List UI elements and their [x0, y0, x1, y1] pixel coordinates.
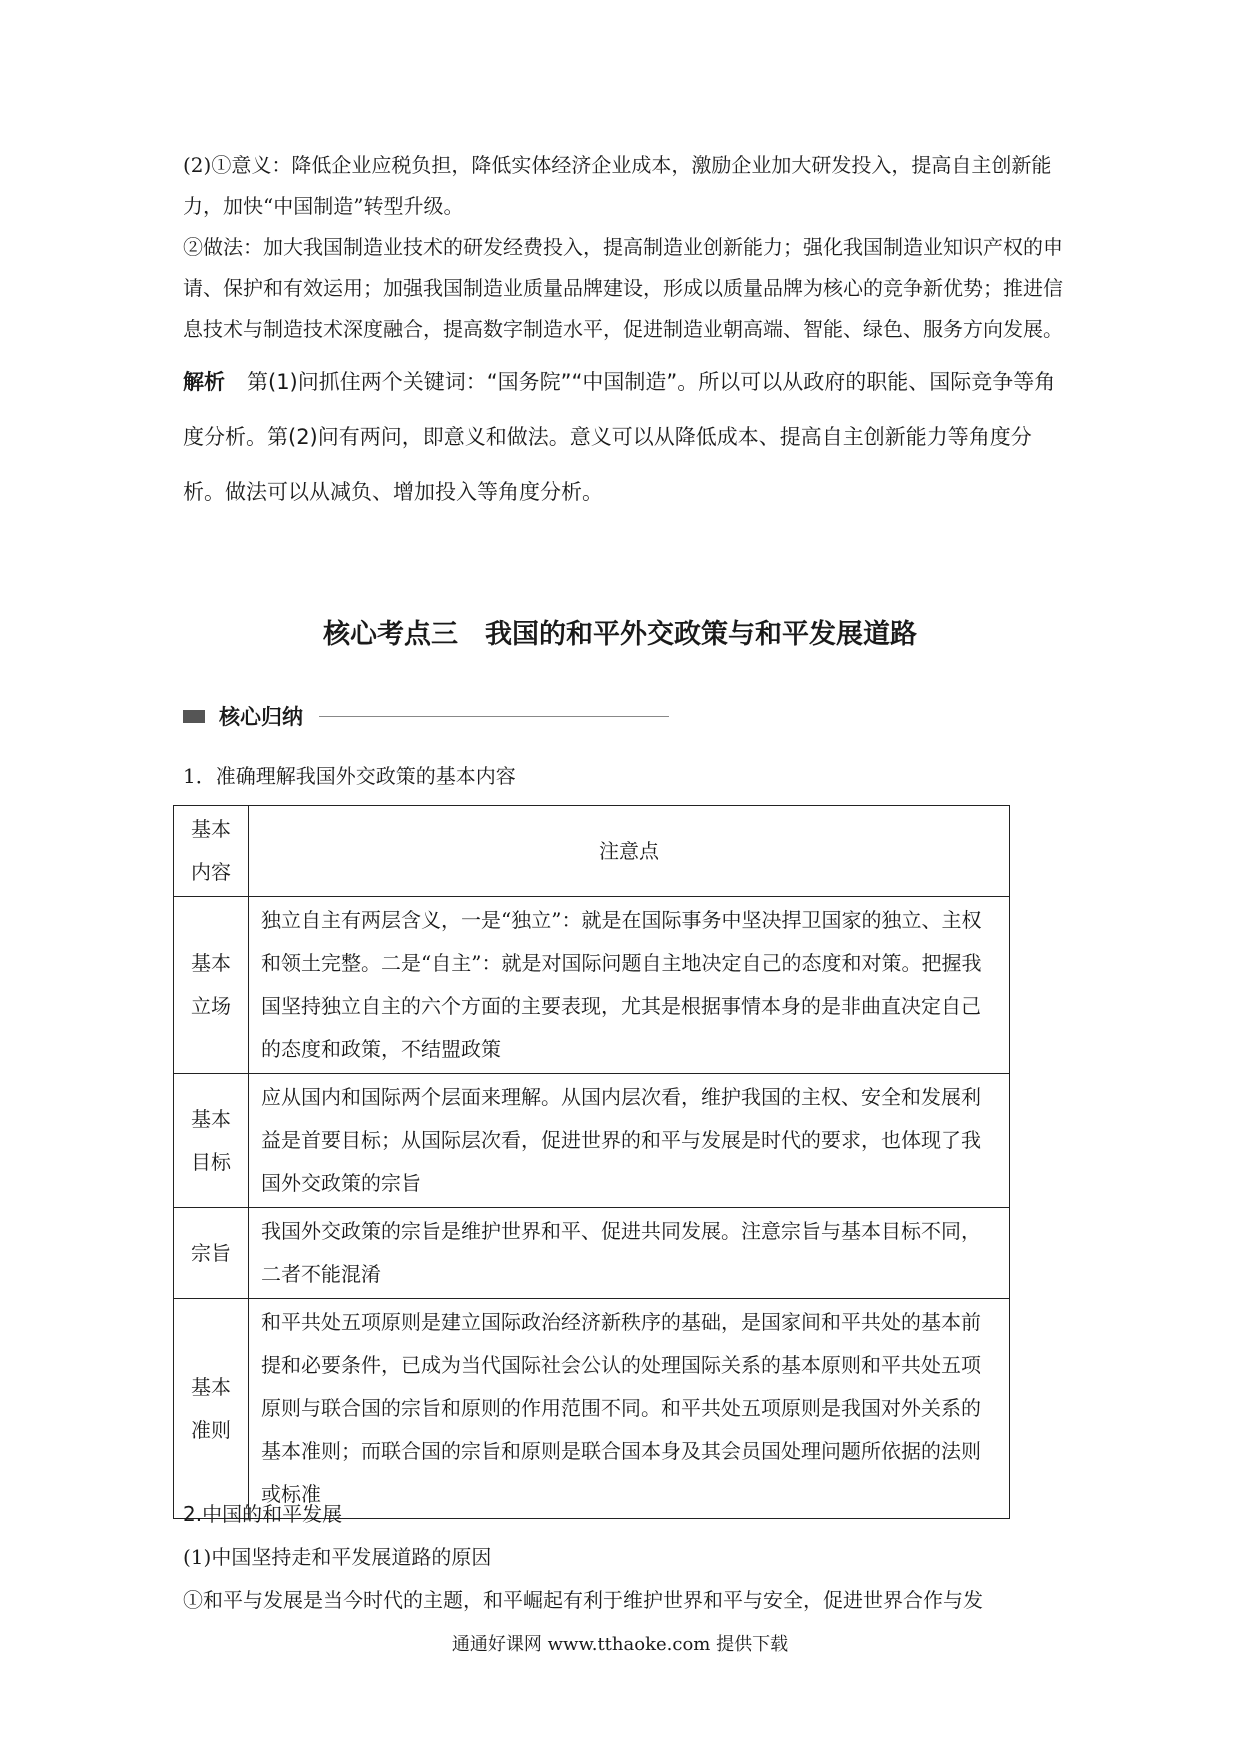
core-heading [183, 701, 669, 731]
table-row [174, 1074, 1010, 1208]
analysis-text: 第(1)问抓住两个关键词：“国务院”“中国制造”。所以可以从政府的职能、国际竞争等角度分析。第(2)问有两问，即意义和做法。意义可以从降低成本、提高自主创新能力等角度分析。做法可以从减负、增加投入等角度分析。 [183, 370, 1056, 504]
foreign-policy-table [173, 805, 1010, 1519]
square-bullet-icon [183, 710, 205, 723]
row-label: 基本目标 [174, 1074, 249, 1208]
answer-block [183, 145, 1065, 350]
row-text: 应从国内和国际两个层面来理解。从国内层次看，维护我国的主权、安全和发展利益是首要目标；从国际层次看，促进世界的和平与发展是时代的要求，也体现了我国外交政策的宗旨 [249, 1074, 1010, 1208]
table-row [174, 1299, 1010, 1519]
row-label: 基本准则 [174, 1299, 249, 1519]
section-title: 核心考点三 我国的和平外交政策与和平发展道路 [323, 619, 917, 650]
header-notes: 注意点 [249, 806, 1010, 897]
analysis-block [183, 355, 1065, 520]
subheading-foreign-policy: 1．准确理解我国外交政策的基本内容 [183, 764, 516, 788]
row-text: 和平共处五项原则是建立国际政治经济新秩序的基础，是国家间和平共处的基本前提和必要条件，已成为当代国际社会公认的处理国际关系的基本原则和平共处五项原则与联合国的宗旨和原则的作用范围不同。和平共处五项原则是我国对外关系的基本准则；而联合国的宗旨和原则是联合国本身及其会员国处理问题所依据的法则或标准 [249, 1299, 1010, 1519]
table-row [174, 897, 1010, 1074]
row-label: 宗旨 [174, 1208, 249, 1299]
peaceful-development-heading: 2.中国的和平发展 [183, 1502, 343, 1526]
reasons-subheading: (1)中国坚持走和平发展道路的原因 [183, 1545, 492, 1569]
table-header-row [174, 806, 1010, 897]
row-text: 我国外交政策的宗旨是维护世界和平、促进共同发展。注意宗旨与基本目标不同，二者不能混淆 [249, 1208, 1010, 1299]
footer-source: 通通好课网 www.tthaoke.com 提供下载 [451, 1634, 789, 1655]
row-label: 基本立场 [174, 897, 249, 1074]
header-basic-content: 基本内容 [174, 806, 249, 897]
reason-item-1: ①和平与发展是当今时代的主题，和平崛起有利于维护世界和平与安全，促进世界合作与发 [183, 1588, 983, 1612]
core-heading-label: 核心归纳 [219, 705, 303, 729]
table-row [174, 1208, 1010, 1299]
answer-meaning: (2)①意义：降低企业应税负担，降低实体经济企业成本，激励企业加大研发投入，提高自主创新能力，加快“中国制造”转型升级。 [183, 153, 1052, 218]
answer-methods: ②做法：加大我国制造业技术的研发经费投入，提高制造业创新能力；强化我国制造业知识产权的申请、保护和有效运用；加强我国制造业质量品牌建设，形成以质量品牌为核心的竞争新优势；推进信息技术与制造技术深度融合，提高数字制造水平，促进制造业朝高端、智能、绿色、服务方向发展。 [183, 235, 1063, 341]
analysis-tag: 解析 [183, 370, 225, 394]
row-text: 独立自主有两层含义，一是“独立”：就是在国际事务中坚决捍卫国家的独立、主权和领土完整。二是“自主”：就是对国际问题自主地决定自己的态度和对策。把握我国坚持独立自主的六个方面的主要表现，尤其是根据事情本身的是非曲直决定自己的态度和政策，不结盟政策 [249, 897, 1010, 1074]
peaceful-development-block [183, 1493, 1065, 1622]
heading-rule [319, 716, 669, 717]
